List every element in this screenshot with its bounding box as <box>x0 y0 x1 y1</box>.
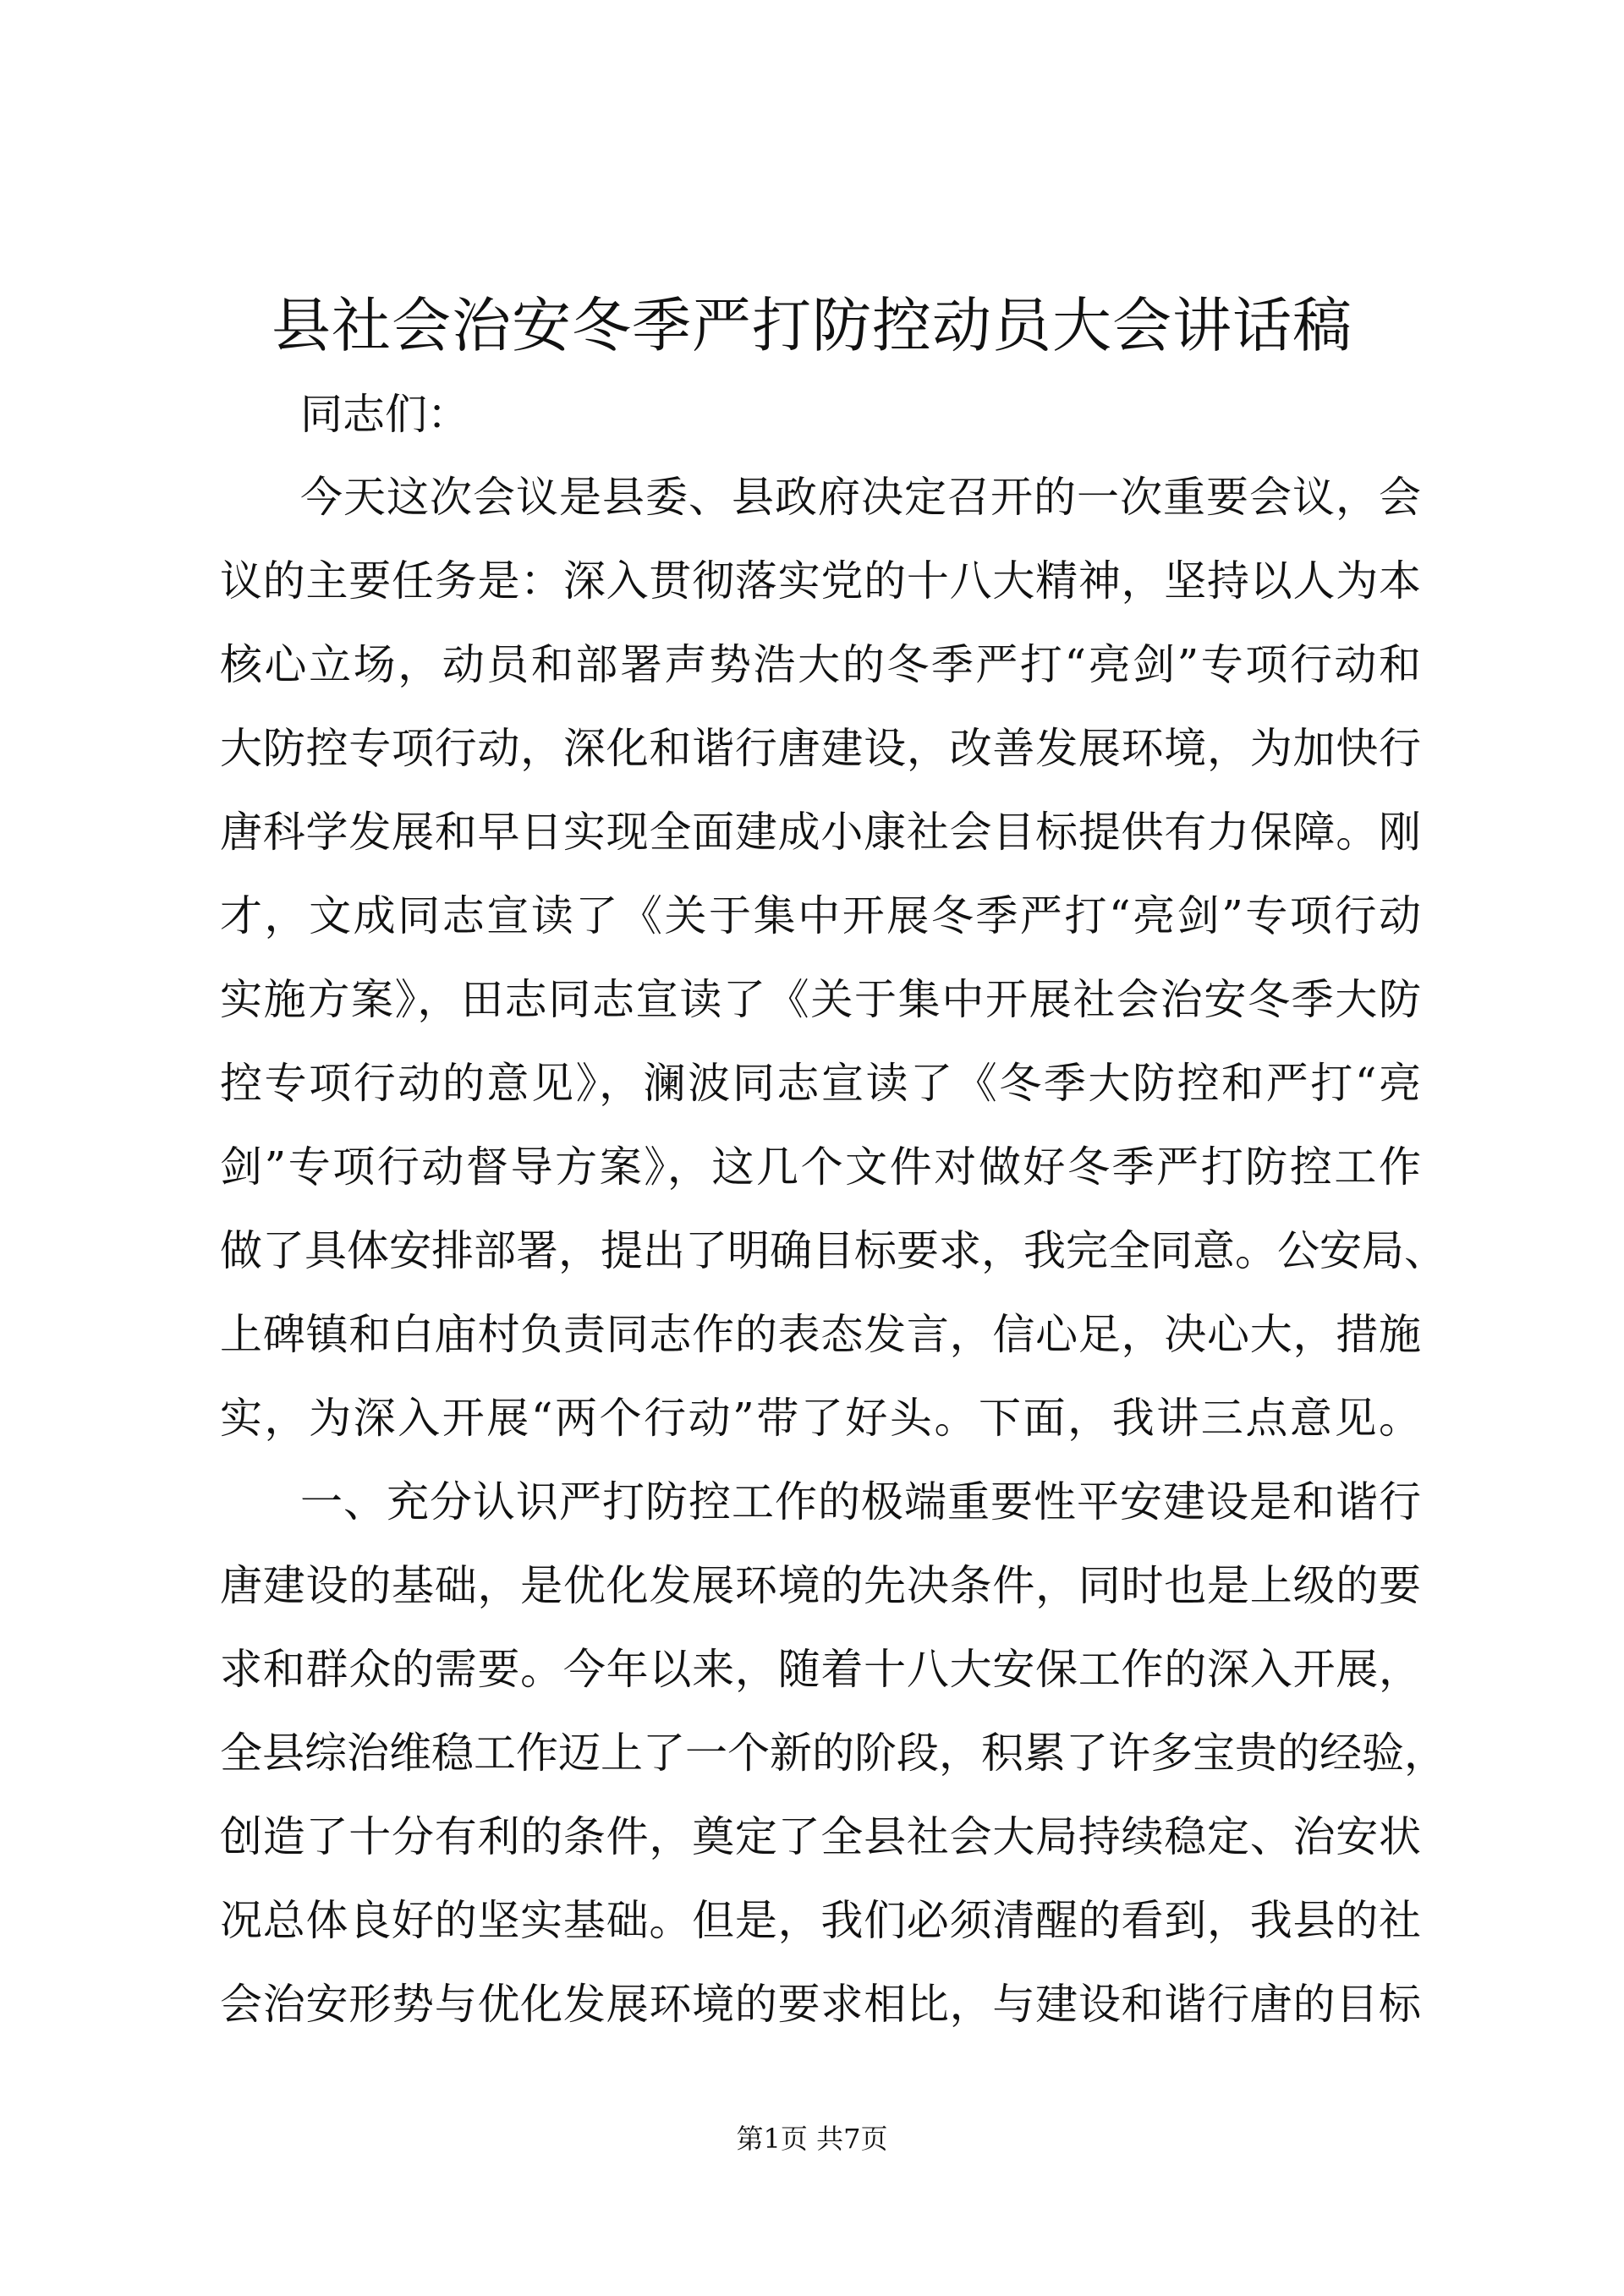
text-line: 创造了十分有利的条件，奠定了全县社会大局持续稳定、治安状 <box>220 1812 1421 1861</box>
text-line: 做了具体安排部署，提出了明确目标要求，我完全同意。公安局、 <box>220 1226 1446 1275</box>
text-line: 议的主要任务是：深入贯彻落实党的十八大精神，坚持以人为本 <box>220 556 1421 606</box>
text-line: 会治安形势与优化发展环境的要求相比，与建设和谐行唐的目标 <box>220 1980 1421 2029</box>
paragraph-1 <box>220 456 1446 1460</box>
text-line: 核心立场，动员和部署声势浩大的冬季严打“亮剑”专项行动和 <box>220 640 1421 689</box>
text-line: 实，为深入开展“两个行动”带了好头。下面，我讲三点意见。 <box>220 1394 1421 1443</box>
document-body <box>220 456 1446 2047</box>
text-line: 今天这次会议是县委、县政府决定召开的一次重要会议，会 <box>300 473 1421 522</box>
document-title: 县社会治安冬季严打防控动员大会讲话稿 <box>272 291 1352 360</box>
page-number-footer: 第1页 共7页 <box>736 2123 888 2155</box>
text-line: 况总体良好的坚实基础。但是，我们必须清醒的看到，我县的社 <box>220 1896 1421 1945</box>
section-heading-line: 一、充分认识严打防控工作的极端重要性平安建设是和谐行 <box>300 1477 1421 1526</box>
text-line: 实施方案》，田志同志宣读了《关于集中开展社会治安冬季大防 <box>220 975 1421 1024</box>
text-line: 唐科学发展和早日实现全面建成小康社会目标提供有力保障。刚 <box>220 808 1421 857</box>
salutation: 同志们： <box>300 390 469 439</box>
text-line: 求和群众的需要。今年以来，随着十八大安保工作的深入开展， <box>220 1645 1421 1694</box>
text-line: 才，文成同志宣读了《关于集中开展冬季严打“亮剑”专项行动 <box>220 891 1421 940</box>
text-line: 剑”专项行动督导方案》，这几个文件对做好冬季严打防控工作 <box>220 1143 1421 1192</box>
text-line: 上碑镇和白庙村负责同志作的表态发言，信心足，决心大，措施 <box>220 1310 1421 1359</box>
text-line: 控专项行动的意见》，澜波同志宣读了《冬季大防控和严打“亮 <box>220 1059 1421 1108</box>
text-line: 唐建设的基础，是优化发展环境的先决条件，同时也是上级的要 <box>220 1561 1421 1610</box>
text-line: 全县综治维稳工作迈上了一个新的阶段，积累了许多宝贵的经验， <box>220 1729 1446 1778</box>
text-line: 大防控专项行动，深化和谐行唐建设，改善发展环境，为加快行 <box>220 724 1421 773</box>
paragraph-2 <box>220 1460 1446 2047</box>
